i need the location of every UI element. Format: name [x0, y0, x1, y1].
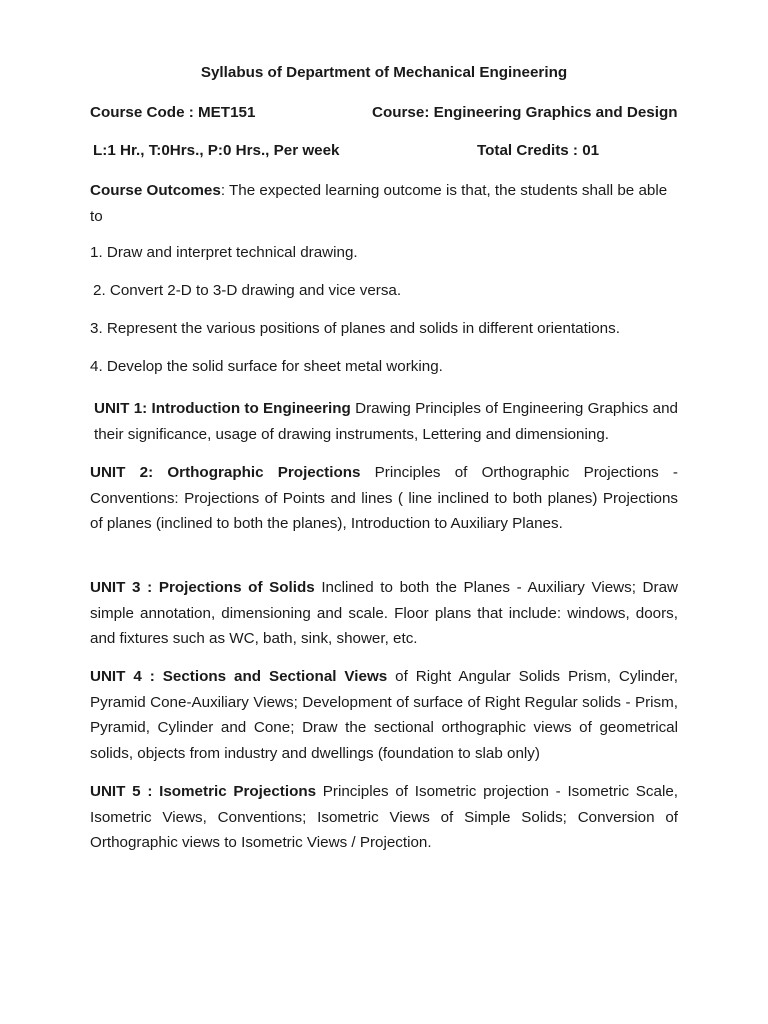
unit-text: of Right Angular Solids Prism, Cylinder, Pyramid Cone-Auxiliary Views; Development of surface of Right Regular solids - Prism, Pyramid, Cylinder and Cone; Draw the sectional orthographic views of geometrical solids, objects from industry and dwellings (foundation to slab only) [90, 668, 678, 762]
page-title: Syllabus of Department of Mechanical Engineering [200, 64, 568, 81]
unit-text: Principles of Isometric projection - Isometric Scale, Isometric Views, Conventions; Isometric Views of Simple Solids; Conversion of Orthographic views to Isometric Views / Projection. [90, 783, 678, 851]
unit-heading: UNIT 5 : Isometric Projections [90, 783, 317, 800]
unit-1 [94, 396, 678, 447]
unit-2 [90, 460, 678, 537]
course-code: Course Code : MET151 [90, 104, 256, 121]
outcome-item: 3. Represent the various positions of planes and solids in different orientations. [90, 320, 620, 337]
outcome-item: 4. Develop the solid surface for sheet metal working. [90, 358, 443, 375]
total-credits: Total Credits : 01 [477, 142, 600, 159]
unit-4 [90, 664, 678, 766]
course-name: Course: Engineering Graphics and Design [372, 104, 678, 121]
unit-heading: UNIT 2: Orthographic Projections [90, 464, 361, 481]
unit-5 [90, 779, 678, 856]
unit-3 [90, 575, 678, 652]
outcome-item: 2. Convert 2-D to 3-D drawing and vice versa. [93, 282, 402, 299]
outcomes-text: : The expected learning outcome is that, the students shall be able to [90, 182, 668, 225]
unit-text: Drawing Principles of Engineering Graphics and their significance, usage of drawing instruments, Lettering and dimensioning. [94, 400, 679, 443]
outcome-item: 1. Draw and interpret technical drawing. [90, 244, 358, 261]
course-outcomes [90, 178, 678, 229]
unit-heading: UNIT 3 : Projections of Solids [90, 579, 315, 596]
unit-heading: UNIT 1: Introduction to Engineering [94, 400, 351, 417]
unit-text: Inclined to both the Planes - Auxiliary Views; Draw simple annotation, dimensioning and scale. Floor plans that include: windows, doors, and fixtures such as WC, bath, sink, shower, etc. [90, 579, 678, 647]
course-hours: L:1 Hr., T:0Hrs., P:0 Hrs., Per week [93, 142, 340, 159]
unit-text: Principles of Orthographic Projections - Conventions: Projections of Points and lines ( line inclined to both planes) Projections of planes (inclined to both the planes), Introduction to Auxiliary Planes. [90, 464, 678, 532]
outcomes-label: Course Outcomes [90, 182, 221, 199]
unit-heading: UNIT 4 : Sections and Sectional Views [90, 668, 388, 685]
